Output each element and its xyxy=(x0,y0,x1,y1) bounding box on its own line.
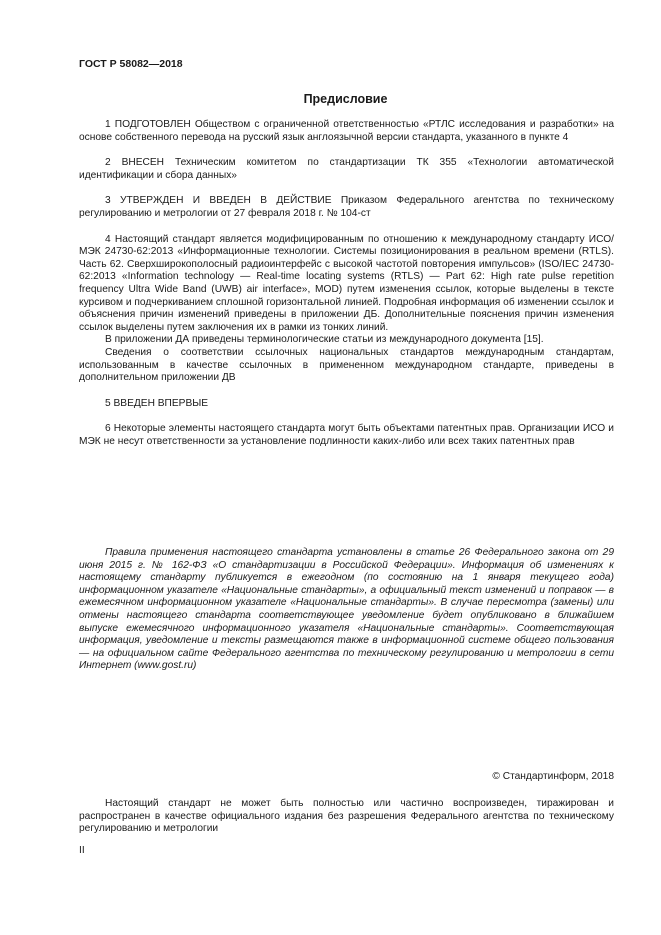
paragraph-5: 5 ВВЕДЕН ВПЕРВЫЕ xyxy=(105,397,209,409)
paragraph-6: 6 Некоторые элементы настоящего стандарта могут быть объектами патентных прав. Организации ИСО и МЭК не несут ответственности за установление подлинности каких-либо или всех таких патентных прав xyxy=(79,423,614,447)
paragraph-2: 2 ВНЕСЕН Техническим комитетом по стандартизации ТК 355 «Технологии автоматической идентификации и сбора данных» xyxy=(79,157,614,181)
document-code-header: ГОСТ Р 58082—2018 xyxy=(79,58,183,70)
paragraph-4-annex-dv: Сведения о соответствии ссылочных национальных стандартов международным стандартам, использованным в качестве ссылочных в примененном международном стандарте, приведены в дополнительном приложении ДВ xyxy=(79,346,614,384)
paragraph-4-annex-da: В приложении ДА приведены терминологические статьи из международного документа [15]. xyxy=(105,334,544,346)
foreword-body xyxy=(79,119,614,448)
notice-text: Правила применения настоящего стандарта установлены в статье 26 Федерального закона от 29 июня 2015 г. № 162-ФЗ «О стандартизации в Российской Федерации». Информация об изменениях к настоящему стандарту публикуется в ежегодном (по состоянию на 1 января текущего года) информационном указателе «Национальные стандарты», а официальный текст изменений и поправок — в ежемесячном информационном указателе «Национальные стандарты». В случае пересмотра (замены) или отмены настоящего стандарта соответствующее уведомление будет опубликовано в ближайшем выпуске ежемесячного информационного указателя «Национальные стандарты». Соответствующая информация, уведомление и тексты размещаются также в информационной системе общего пользования — на официальном сайте Федерального агентства по техническому регулированию и метрологии в сети Интернет (www.gost.ru) xyxy=(79,547,614,672)
paragraph-1: 1 ПОДГОТОВЛЕН Обществом с ограниченной ответственностью «РТЛС исследования и разработки» на основе собственного перевода на русский язык англоязычной версии стандарта, указанного в пункте 4 xyxy=(79,119,614,143)
reproduction-restriction xyxy=(79,798,614,836)
application-rules-notice xyxy=(79,547,614,673)
paragraph-4: 4 Настоящий стандарт является модифицированным по отношению к международному стандарту ИСО/МЭК 24730-62:2013 «Информационные технологии. Системы позиционирования в реальном времени (RTLS). Часть 62. Сверхширокополосный радиоинтерфейс с высокой частотой повторения импульсов» (ISO/IEC 24730-62:2013 «Information technology — Real-time locating systems (RTLS) — Part 62: High rate pulse repetition frequency Ultra Wide Band (UWB) air interface», MOD) путем изменения ссылок, которые выделены в тексте курсивом и подчеркиванием сплошной горизонтальной линией. Подробная информация об изменении ссылок и объяснения причин изменений приведены в приложении ДБ. Дополнительные пояснения причин изменения ссылок выделены путем заключения их в рамки из тонких линий. xyxy=(79,233,614,333)
copyright-line: © Стандартинформ, 2018 xyxy=(492,771,614,782)
paragraph-3: 3 УТВЕРЖДЕН И ВВЕДЕН В ДЕЙСТВИЕ Приказом Федерального агентства по техническому регулированию и метрологии от 27 февраля 2018 г. № 104-ст xyxy=(79,195,614,219)
section-title: Предисловие xyxy=(303,92,388,106)
page-number: II xyxy=(79,845,85,856)
reproduction-restriction-text: Настоящий стандарт не может быть полностью или частично воспроизведен, тиражирован и распространен в качестве официального издания без разрешения Федерального агентства по техническому регулированию и метрологии xyxy=(79,798,614,835)
